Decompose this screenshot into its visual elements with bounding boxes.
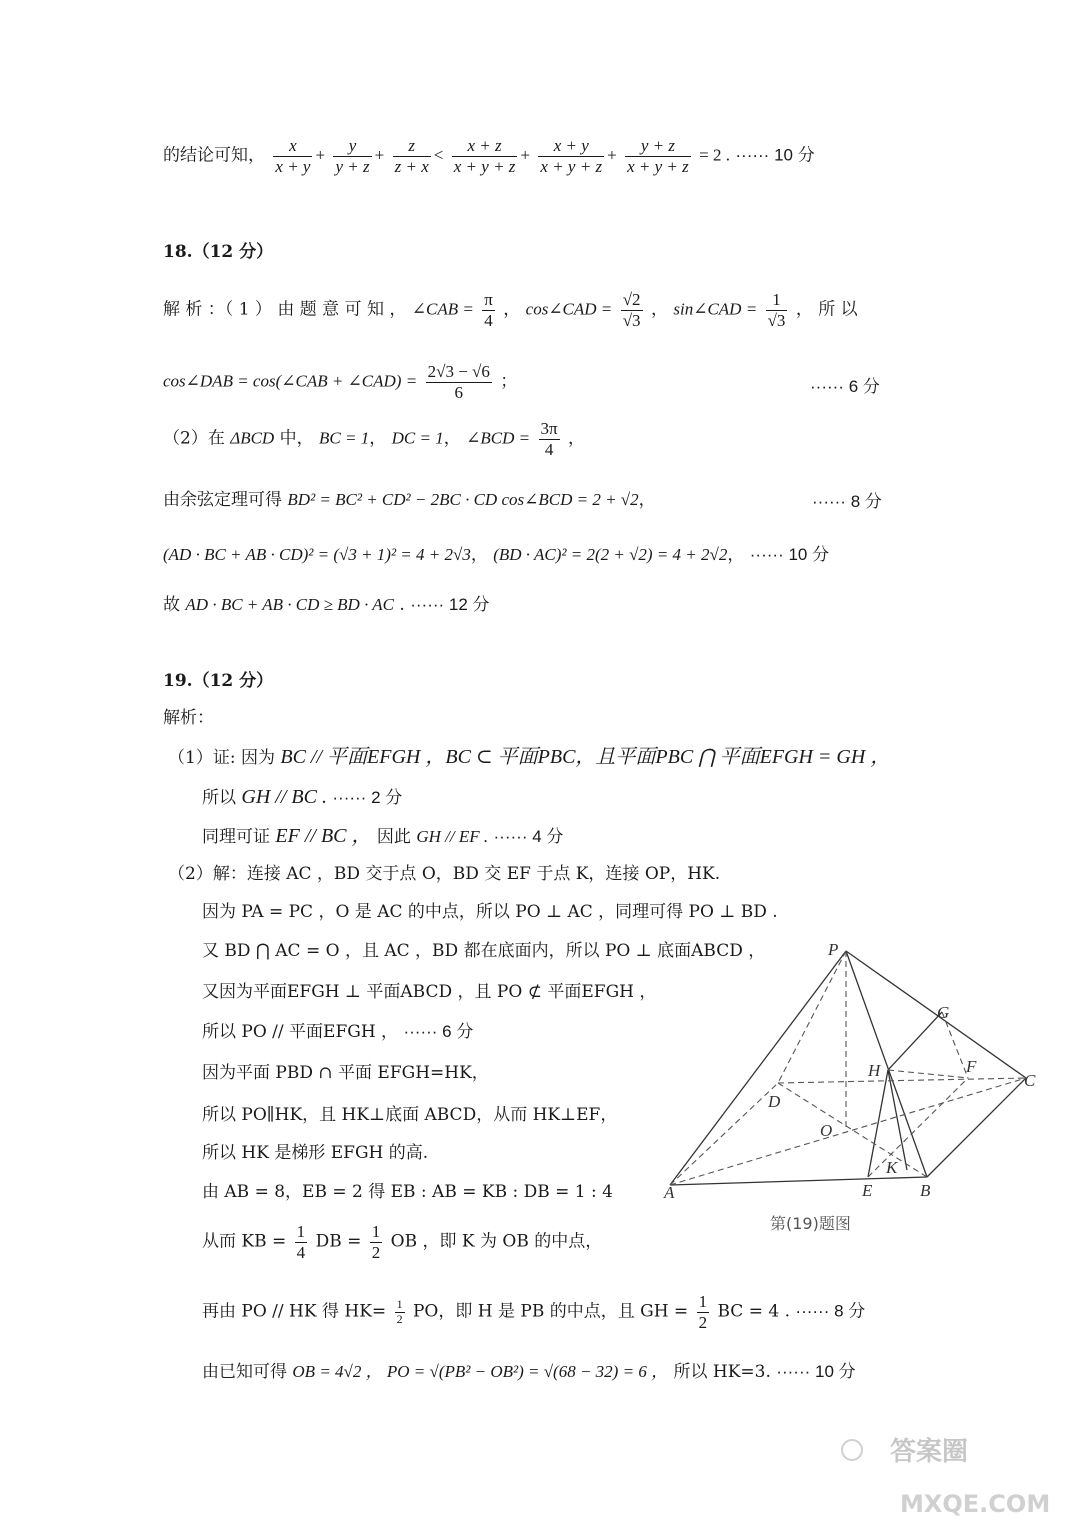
score: ······ 6 分 xyxy=(810,377,880,396)
q19-p5: 因为 PA = PC ，O 是 AC 的中点，所以 PO ⊥ AC ，同理可得 PO ⊥ BD . xyxy=(202,902,778,922)
fraction: $\frac{1}{4}$ xyxy=(296,1222,306,1262)
fraction: $\frac{1}{√3}$ xyxy=(767,290,786,330)
label-B: B xyxy=(920,1181,931,1200)
fraction: $\frac{2√3 - √6}{6}$ xyxy=(427,362,490,402)
edge-PA xyxy=(670,951,846,1185)
fraction: $\frac{√2}{√3}$ xyxy=(622,290,641,330)
q19-p13: 从而 KB = $\frac{1}{4}$ DB = $\frac{1}{2}$ OB ，即 K 为 OB 的中点， xyxy=(202,1222,603,1262)
top-conclusion-line: 的结论可知， $\frac{x}{x + y}$ + $\frac{y}{y + z}$ + $\frac{z}{z + x}$ < $\frac{x + z}{x + y + z}$ + $\frac{x + y}{x + y + z}$ + $\frac{y + z}{x + y + z}$ = 2 . ······ 10 分 xyxy=(163,136,815,176)
label-G: G xyxy=(937,1003,950,1022)
fraction: $\frac{x + y}{x + y + z}$ xyxy=(540,136,603,176)
edge-EH xyxy=(868,1070,888,1177)
q18-line1: 解 析 ：（ 1 ） 由 题 意 可 知 ， ∠CAB = $\frac{\pi}{4}$ ， cos∠CAD = $\frac{√2}{√3}$ ， sin∠CAD = $\frac{1}{√3}$ ， 所 以 xyxy=(163,290,858,330)
q18-line5: (AD · BC + AB · CD)² = (√3 + 1)² = 4 + 2√3， (BD · AC)² = 2(2 + √2) = 4 + 2√2， ······ 10 分 xyxy=(163,545,830,565)
label-D: D xyxy=(768,1092,781,1111)
fraction: $\frac{x + z}{x + y + z}$ xyxy=(453,136,516,176)
wechat-icon xyxy=(842,1440,862,1460)
fraction: $\frac{y}{y + z}$ xyxy=(335,136,370,176)
figure-caption: 第(19)题图 xyxy=(770,1214,851,1233)
fraction: $\frac{1}{2}$ xyxy=(371,1222,381,1262)
watermark xyxy=(830,1420,1070,1525)
fraction: $\frac{1}{2}$ xyxy=(396,1296,403,1326)
q19-p10: 所以 PO∥HK，且 HK⊥底面 ABCD，从而 HK⊥EF， xyxy=(202,1105,618,1125)
q19-analysis: 解析： xyxy=(163,708,214,728)
fraction: $\frac{3\pi}{4}$ xyxy=(540,419,558,459)
q19-p4: （2）解：连接 AC ，BD 交于点 O，BD 交 EF 于点 K，连接 OP，HK. xyxy=(168,864,721,884)
q18-line6: 故 AD · BC + AB · CD ≥ BD · AC . ······ 12 分 xyxy=(163,595,490,615)
edge-AB xyxy=(670,1177,927,1185)
pyramid-figure xyxy=(650,935,1060,1245)
q19-p9: 因为平面 PBD ∩ 平面 EFGH=HK， xyxy=(202,1063,489,1083)
label-P: P xyxy=(828,940,839,959)
label-F: F xyxy=(966,1057,977,1076)
edge-HF xyxy=(888,1070,968,1078)
fraction: $\frac{1}{2}$ xyxy=(698,1292,708,1332)
edge-PD xyxy=(778,951,846,1083)
fraction: $\frac{y + z}{x + y + z}$ xyxy=(627,136,689,176)
fraction: $\frac{z}{z + x}$ xyxy=(394,136,429,176)
edge-HG xyxy=(888,1012,942,1070)
label-C: C xyxy=(1024,1071,1036,1090)
top-tail: = 2 . xyxy=(699,145,730,165)
top-lead: 的结论可知， xyxy=(163,145,265,166)
label-H: H xyxy=(868,1061,881,1080)
watermark-main: 答案圈 xyxy=(890,1437,969,1467)
q19-p11: 所以 HK 是梯形 EFGH 的高. xyxy=(202,1143,429,1163)
score: ······ 8 分 xyxy=(812,492,882,511)
label-A: A xyxy=(664,1183,675,1202)
q19-p8: 所以 PO // 平面EFGH ， ······ 6 分 xyxy=(202,1022,474,1042)
label-K: K xyxy=(886,1158,898,1177)
q18-header: 18.（12 分） xyxy=(163,242,274,262)
q19-header: 19.（12 分） xyxy=(163,671,274,691)
label-O: O xyxy=(820,1121,833,1140)
label-E: E xyxy=(862,1181,873,1200)
edge-DC xyxy=(778,1078,1026,1083)
q18-line2: cos∠DAB = cos(∠CAB + ∠CAD) = $\frac{2√3 - √6}{6}$ ； xyxy=(163,362,518,402)
watermark-url: MXQE.COM xyxy=(900,1490,1051,1518)
q19-p6: 又 BD ⋂ AC = O ，且 AC ，BD 都在底面内，所以 PO ⊥ 底面ABCD ， xyxy=(202,941,766,961)
fraction: $\frac{\pi}{4}$ xyxy=(484,290,493,330)
edge-PB xyxy=(846,951,927,1177)
score: ······ 10 分 xyxy=(735,145,815,165)
edge-EF xyxy=(868,1078,968,1177)
q19-p15: 由已知可得 OB = 4√2 ， PO = √(PB² − OB²) = √(68 − 32) = 6 ， 所以 HK=3. ······ 10 分 xyxy=(202,1362,856,1382)
edge-PC xyxy=(846,951,1026,1078)
q18-line4: 由余弦定理可得 BD² = BC² + CD² − 2BC · CD cos∠BCD = 2 + √2， xyxy=(163,490,656,510)
q19-p1: （1）证: 因为 BC // 平面EFGH ，BC ⊂ 平面PBC，且平面PBC ⋂ 平面EFGH = GH ， xyxy=(168,746,891,768)
q19-p7: 又因为平面EFGH ⊥ 平面ABCD ，且 PO ⊄ 平面EFGH ， xyxy=(202,982,657,1002)
q19-p12: 由 AB = 8，EB = 2 得 EB : AB = KB : DB = 1 : 4 xyxy=(202,1182,613,1202)
q19-p2: 所以 GH // BC . ······ 2 分 xyxy=(202,786,403,808)
q18-line3: （2）在 ΔBCD 中， BC = 1， DC = 1， ∠BCD = $\frac{3\pi}{4}$ ， xyxy=(163,419,586,459)
edge-AD xyxy=(670,1083,778,1185)
q19-p3: 同理可证 EF // BC ， 因此 GH // EF . ······ 4 分 xyxy=(202,825,564,847)
q19-p14: 再由 PO // HK 得 HK= $\frac{1}{2}$ PO，即 H 是 PB 的中点，且 GH = $\frac{1}{2}$ BC = 4 . ······ 8 分 xyxy=(202,1292,866,1332)
fraction: $\frac{x}{x + y}$ xyxy=(275,136,311,176)
